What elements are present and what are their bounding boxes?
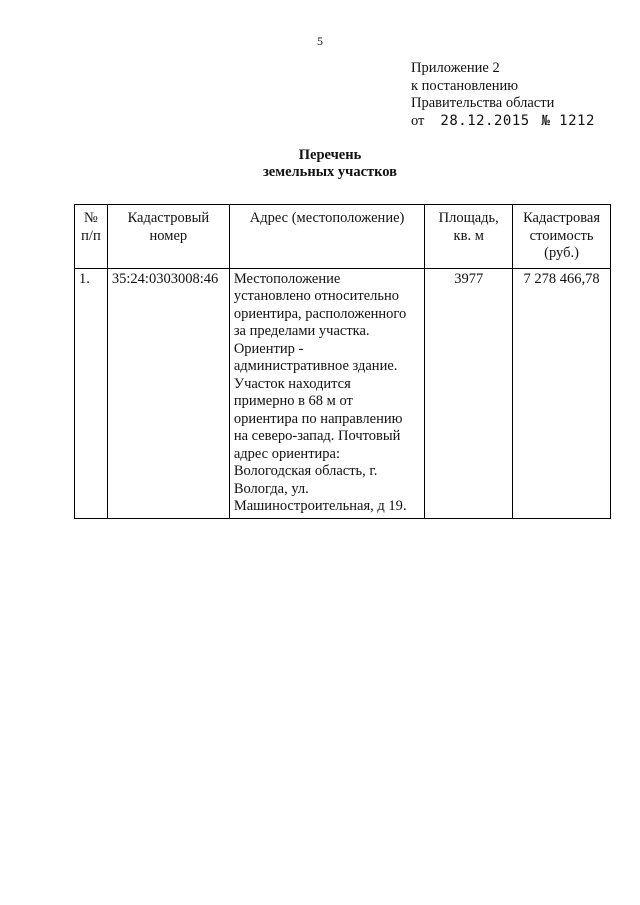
cell-cadastral: 35:24:0303008:46 (107, 268, 229, 518)
appendix-date-stamp: 28.12.2015 (440, 112, 530, 129)
address-line: за пределами участка. (233, 323, 370, 339)
address-line: адрес ориентира: (233, 445, 340, 462)
address-line: примерно в 68 м от (233, 393, 353, 409)
header-num: № п/п (75, 205, 108, 269)
appendix-line-1: Приложение 2 (411, 60, 500, 76)
cell-area: 3977 (425, 268, 513, 518)
appendix-number-stamp: № 1212 (541, 112, 595, 129)
page-number: 5 (317, 34, 323, 48)
header-area: Площадь, кв. м (425, 205, 513, 269)
address-line: Участок находится (233, 375, 351, 392)
cell-num: 1. (75, 268, 108, 518)
address-line: административное здание. (233, 358, 398, 374)
address-line: ориентира, расположенного (233, 305, 407, 322)
header-value: Кадастровая стоимость (руб.) (513, 205, 611, 269)
appendix-line-3: Правительства области (411, 95, 555, 111)
document-title (0, 147, 640, 181)
land-plots-table (74, 204, 611, 519)
address-line: на северо-запад. Почтовый (233, 428, 401, 444)
appendix-line-4 (411, 113, 595, 131)
appendix-block (411, 60, 595, 130)
address-line: Вологда, ул. (233, 480, 309, 497)
appendix-date-prefix: от (411, 112, 425, 129)
title-line-2: земельных участков (262, 164, 398, 180)
address-line: Ориентир - (233, 340, 304, 357)
address-line: Вологодская область, г. (233, 463, 378, 479)
cell-value: 7 278 466,78 (513, 268, 611, 518)
appendix-line-2: к постановлению (411, 77, 519, 94)
address-line: установлено относительно (233, 288, 400, 304)
address-line: Местоположение (233, 270, 341, 287)
address-line: Машиностроительная, д 19. (233, 498, 407, 514)
title-line-1: Перечень (298, 147, 362, 163)
table-row (75, 268, 611, 518)
address-line: ориентира по направлению (233, 410, 403, 427)
header-address: Адрес (местоположение) (229, 205, 425, 269)
cell-address (229, 268, 425, 518)
header-cadastral: Кадастровый номер (107, 205, 229, 269)
table-header-row (75, 205, 611, 269)
